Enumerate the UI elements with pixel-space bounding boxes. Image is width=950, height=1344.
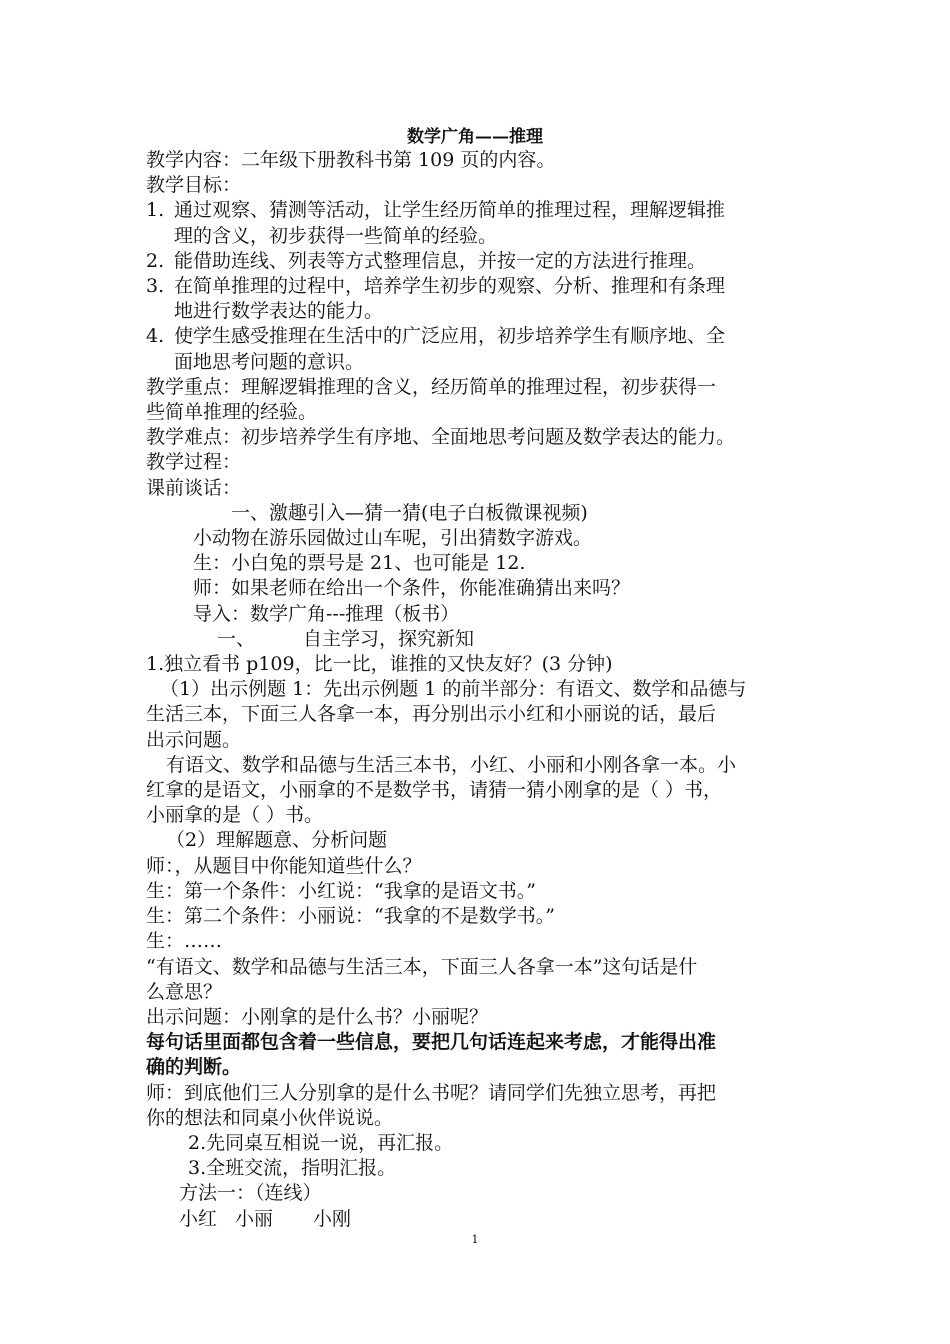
text-line: 导入：数学广角---推理（板书） bbox=[193, 602, 460, 625]
name-xiaohong: 小红 bbox=[179, 1207, 218, 1230]
text-line: 生：…… bbox=[146, 930, 223, 953]
text-line: 小丽拿的是（ ）书。 bbox=[146, 804, 324, 827]
key-point-line: 确的判断。 bbox=[146, 1056, 242, 1079]
text-line: （2）理解题意、分析问题 bbox=[166, 829, 388, 852]
text-line: 有语文、数学和品德与生活三本书，小红、小丽和小刚各拿一本。小 bbox=[166, 753, 737, 776]
list-number: 2. bbox=[146, 249, 165, 272]
text-line: 师：，从题目中你能知道些什么？ bbox=[146, 854, 422, 877]
names-row bbox=[146, 1207, 826, 1232]
key-point-line: 每句话里面都包含着一些信息，要把几句话连起来考虑，才能得出准 bbox=[146, 1031, 717, 1054]
list-number: 4. bbox=[146, 325, 165, 348]
text-line: 教学难点：初步培养学生有序地、全面地思考问题及数学表达的能力。 bbox=[146, 426, 736, 449]
objective-item-1: 1. 通过观察、猜测等活动，让学生经历简单的推理过程，理解逻辑推 bbox=[146, 198, 826, 223]
text-line: 地进行数学表达的能力。 bbox=[174, 300, 384, 323]
text-line: 生：第二个条件：小丽说：“我拿的不是数学书。” bbox=[146, 905, 555, 928]
objective-item-4: 4. 使学生感受推理在生活中的广泛应用，初步培养学生有顺序地、全 bbox=[146, 324, 826, 349]
section-heading: 一、激趣引入—猜一猜(电子白板微课视频) bbox=[231, 501, 588, 524]
text-line: 生活三本，下面三人各拿一本，再分别出示小红和小丽说的话，最后 bbox=[146, 703, 717, 726]
name-xiaogang: 小刚 bbox=[313, 1207, 352, 1230]
text-line: 教学过程： bbox=[146, 451, 242, 474]
page-title: 数学广角——推理 bbox=[407, 127, 543, 147]
text-line: 1.独立看书 p109，比一比，谁推的又快友好？(3 分钟) bbox=[146, 653, 613, 676]
text-line: 出示问题。 bbox=[146, 728, 242, 751]
text-line: 生：小白兔的票号是 21、也可能是 12. bbox=[193, 552, 526, 575]
list-number: 3. bbox=[146, 275, 165, 298]
text-line: （1）出示例题 1：先出示例题 1 的前半部分：有语文、数学和品德与 bbox=[160, 678, 747, 701]
text-line: 师：到底他们三人分别拿的是什么书呢？请同学们先独立思考，再把 bbox=[146, 1081, 717, 1104]
text-line: 课前谈话： bbox=[146, 476, 242, 499]
text-line: 2.先同桌互相说一说，再汇报。 bbox=[188, 1131, 454, 1154]
text-line: 理的含义，初步获得一些简单的经验。 bbox=[174, 224, 498, 247]
objective-item-3: 3. 在简单推理的过程中，培养学生初步的观察、分析、推理和有条理 bbox=[146, 274, 826, 299]
text-line: 教学内容：二年级下册教科书第 109 页的内容。 bbox=[146, 149, 556, 171]
section-heading: 一、 自主学习，探究新知 bbox=[217, 627, 475, 650]
text-line: 些简单推理的经验。 bbox=[146, 401, 318, 424]
text-line: 教学目标： bbox=[146, 174, 242, 197]
page-number: 1 bbox=[471, 1233, 479, 1246]
name-xiaoli: 小丽 bbox=[235, 1207, 274, 1230]
text-line: 么意思？ bbox=[146, 980, 223, 1003]
text-line: 生：第一个条件：小红说：“我拿的是语文书。” bbox=[146, 879, 536, 902]
text-line: 教学重点：理解逻辑推理的含义，经历简单的推理过程，初步获得一 bbox=[146, 375, 717, 398]
text-line: 面地思考问题的意识。 bbox=[174, 350, 365, 373]
text-line: 小动物在游乐园做过山车呢，引出猜数字游戏。 bbox=[193, 527, 593, 550]
text-line: 师：如果老师在给出一个条件，你能准确猜出来吗？ bbox=[193, 577, 631, 600]
text-line: 你的想法和同桌小伙伴说说。 bbox=[146, 1106, 394, 1129]
text-line: 3.全班交流，指明汇报。 bbox=[188, 1157, 397, 1180]
text-line: 出示问题：小刚拿的是什么书？小丽呢？ bbox=[146, 1005, 489, 1028]
document-body bbox=[146, 148, 826, 1232]
text-line: “有语文、数学和品德与生活三本，下面三人各拿一本”这句话是什 bbox=[146, 955, 698, 978]
text-line: 红拿的是语文，小丽拿的不是数学书，请猜一猜小刚拿的是（ ）书， bbox=[146, 779, 723, 802]
list-number: 1. bbox=[146, 199, 165, 222]
objective-item-2: 2. 能借助连线、列表等方式整理信息，并按一定的方法进行推理。 bbox=[146, 249, 826, 274]
text-line: 方法一：（连线） bbox=[179, 1182, 322, 1205]
